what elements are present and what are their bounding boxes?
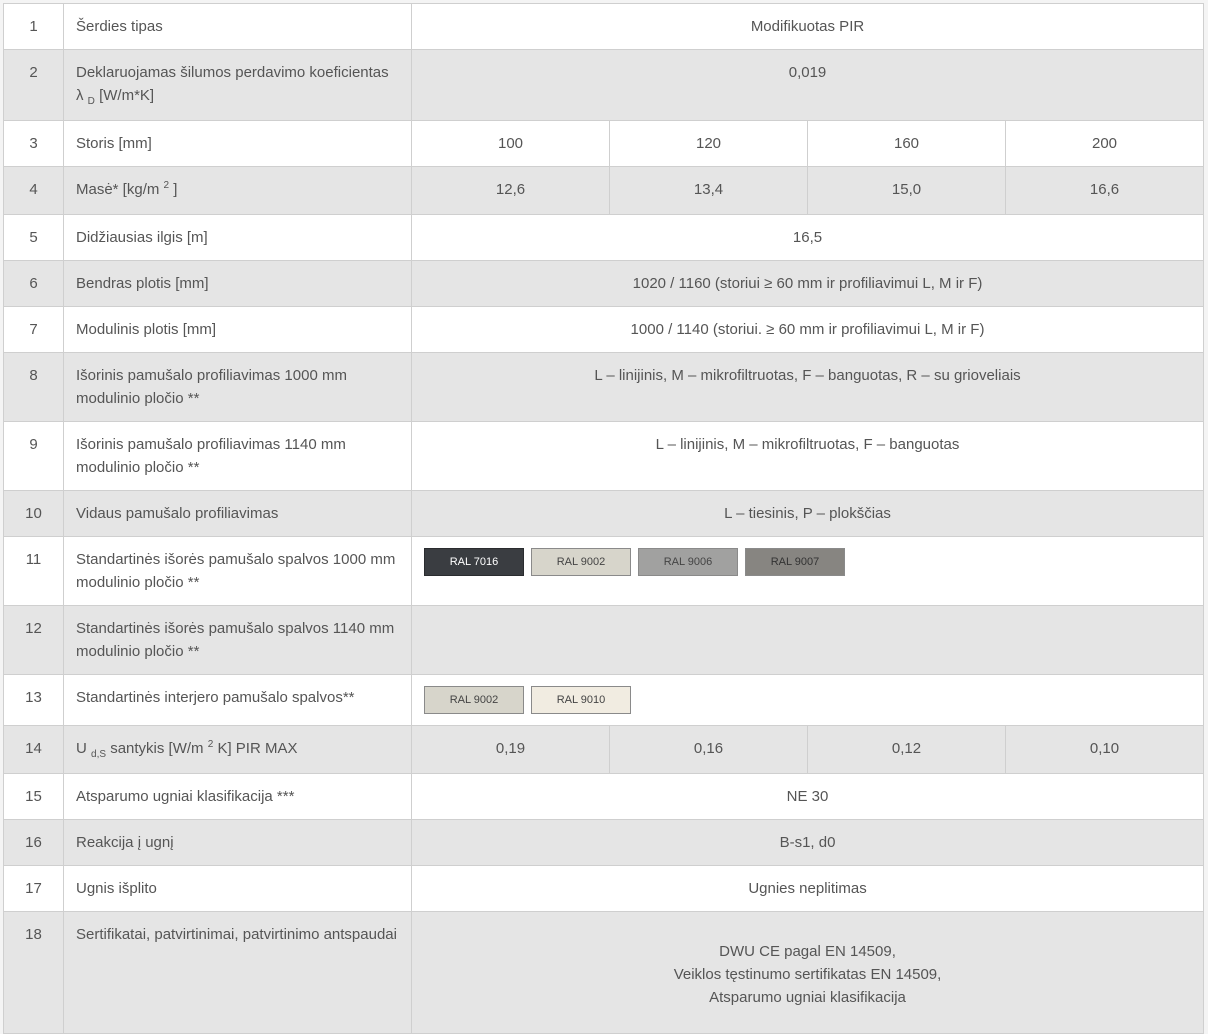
row-value: L – linijinis, M – mikrofiltruotas, F – banguotas, R – su grioveliais — [412, 353, 1204, 422]
row-value: 16,5 — [412, 215, 1204, 261]
row-label: Standartinės išorės pamušalo spalvos 1140 mm modulinio pločio ** — [64, 606, 412, 675]
row-number: 2 — [4, 50, 64, 121]
row-value: 200 — [1006, 121, 1204, 167]
table-row — [4, 675, 1204, 726]
table-row — [4, 121, 1204, 167]
table-row — [4, 353, 1204, 422]
row-number: 13 — [4, 675, 64, 726]
table-row — [4, 820, 1204, 866]
spec-table — [3, 3, 1204, 1034]
row-label: Storis [mm] — [64, 121, 412, 167]
row-number: 8 — [4, 353, 64, 422]
color-swatch: RAL 9006 — [638, 548, 738, 576]
row-label: Bendras plotis [mm] — [64, 261, 412, 307]
row-number: 10 — [4, 491, 64, 537]
row-value: 16,6 — [1006, 167, 1204, 215]
row-value: Modifikuotas PIR — [412, 4, 1204, 50]
row-number: 3 — [4, 121, 64, 167]
row-value: 100 — [412, 121, 610, 167]
row-value: 13,4 — [610, 167, 808, 215]
table-row — [4, 4, 1204, 50]
row-value — [412, 606, 1204, 675]
row-label: Ugnis išplito — [64, 866, 412, 912]
row-label: Išorinis pamušalo profiliavimas 1000 mm modulinio pločio ** — [64, 353, 412, 422]
table-row — [4, 215, 1204, 261]
row-value: NE 30 — [412, 774, 1204, 820]
row-label: Reakcija į ugnį — [64, 820, 412, 866]
row-number: 11 — [4, 537, 64, 606]
table-row — [4, 491, 1204, 537]
row-value: B-s1, d0 — [412, 820, 1204, 866]
color-swatch: RAL 9007 — [745, 548, 845, 576]
row-label: Atsparumo ugniai klasifikacija *** — [64, 774, 412, 820]
table-row — [4, 774, 1204, 820]
table-row — [4, 866, 1204, 912]
row-label: Didžiausias ilgis [m] — [64, 215, 412, 261]
row-value: 0,19 — [412, 726, 610, 774]
certificate-line: Veiklos tęstinumo sertifikatas EN 14509, — [673, 965, 942, 983]
row-number: 12 — [4, 606, 64, 675]
row-label: Vidaus pamušalo profiliavimas — [64, 491, 412, 537]
color-swatch: RAL 7016 — [424, 548, 524, 576]
row-number: 1 — [4, 4, 64, 50]
row-number: 4 — [4, 167, 64, 215]
row-number: 9 — [4, 422, 64, 491]
row-label: Standartinės interjero pamušalo spalvos** — [64, 675, 412, 726]
row-label: Išorinis pamušalo profiliavimas 1140 mm modulinio pločio ** — [64, 422, 412, 491]
row-number: 16 — [4, 820, 64, 866]
row-number: 15 — [4, 774, 64, 820]
row-label: Deklaruojamas šilumos perdavimo koeficientas λ $_D$ [W/m*K] — [64, 50, 412, 121]
table-row — [4, 606, 1204, 675]
table-row — [4, 537, 1204, 606]
color-swatches — [412, 675, 1204, 726]
row-label: Modulinis plotis [mm] — [64, 307, 412, 353]
row-number: 6 — [4, 261, 64, 307]
certificate-line: DWU CE pagal EN 14509, — [719, 942, 896, 960]
row-number: 5 — [4, 215, 64, 261]
color-swatch: RAL 9010 — [531, 686, 631, 714]
row-value: 1000 / 1140 (storiui. ≥ 60 mm ir profiliavimui L, M ir F) — [412, 307, 1204, 353]
color-swatches — [412, 537, 1204, 606]
row-value — [412, 912, 1204, 1034]
color-swatch: RAL 9002 — [531, 548, 631, 576]
row-number: 18 — [4, 912, 64, 1034]
row-value: 0,12 — [808, 726, 1006, 774]
row-value: 120 — [610, 121, 808, 167]
table-row — [4, 50, 1204, 121]
row-label: Standartinės išorės pamušalo spalvos 1000 mm modulinio pločio ** — [64, 537, 412, 606]
row-number: 14 — [4, 726, 64, 774]
row-value: L – tiesinis, P – plokščias — [412, 491, 1204, 537]
row-label: Masė* [kg/m $^2$ ] — [64, 167, 412, 215]
row-value: 15,0 — [808, 167, 1006, 215]
table-row — [4, 726, 1204, 774]
table-row — [4, 422, 1204, 491]
row-label: U $_{d,S}$ santykis [W/m $^2$ K] PIR MAX — [64, 726, 412, 774]
table-row — [4, 167, 1204, 215]
certificate-line: Atsparumo ugniai klasifikacija — [709, 988, 906, 1006]
table-row — [4, 912, 1204, 1034]
row-value: 160 — [808, 121, 1006, 167]
row-value: 0,16 — [610, 726, 808, 774]
row-value: 1020 / 1160 (storiui ≥ 60 mm ir profiliavimui L, M ir F) — [412, 261, 1204, 307]
table-row — [4, 261, 1204, 307]
row-label: Šerdies tipas — [64, 4, 412, 50]
row-value: 12,6 — [412, 167, 610, 215]
row-value: 0,10 — [1006, 726, 1204, 774]
color-swatch: RAL 9002 — [424, 686, 524, 714]
row-value: 0,019 — [412, 50, 1204, 121]
table-row — [4, 307, 1204, 353]
row-value: L – linijinis, M – mikrofiltruotas, F – banguotas — [412, 422, 1204, 491]
row-value: Ugnies neplitimas — [412, 866, 1204, 912]
row-number: 17 — [4, 866, 64, 912]
row-label: Sertifikatai, patvirtinimai, patvirtinimo antspaudai — [64, 912, 412, 1034]
row-number: 7 — [4, 307, 64, 353]
